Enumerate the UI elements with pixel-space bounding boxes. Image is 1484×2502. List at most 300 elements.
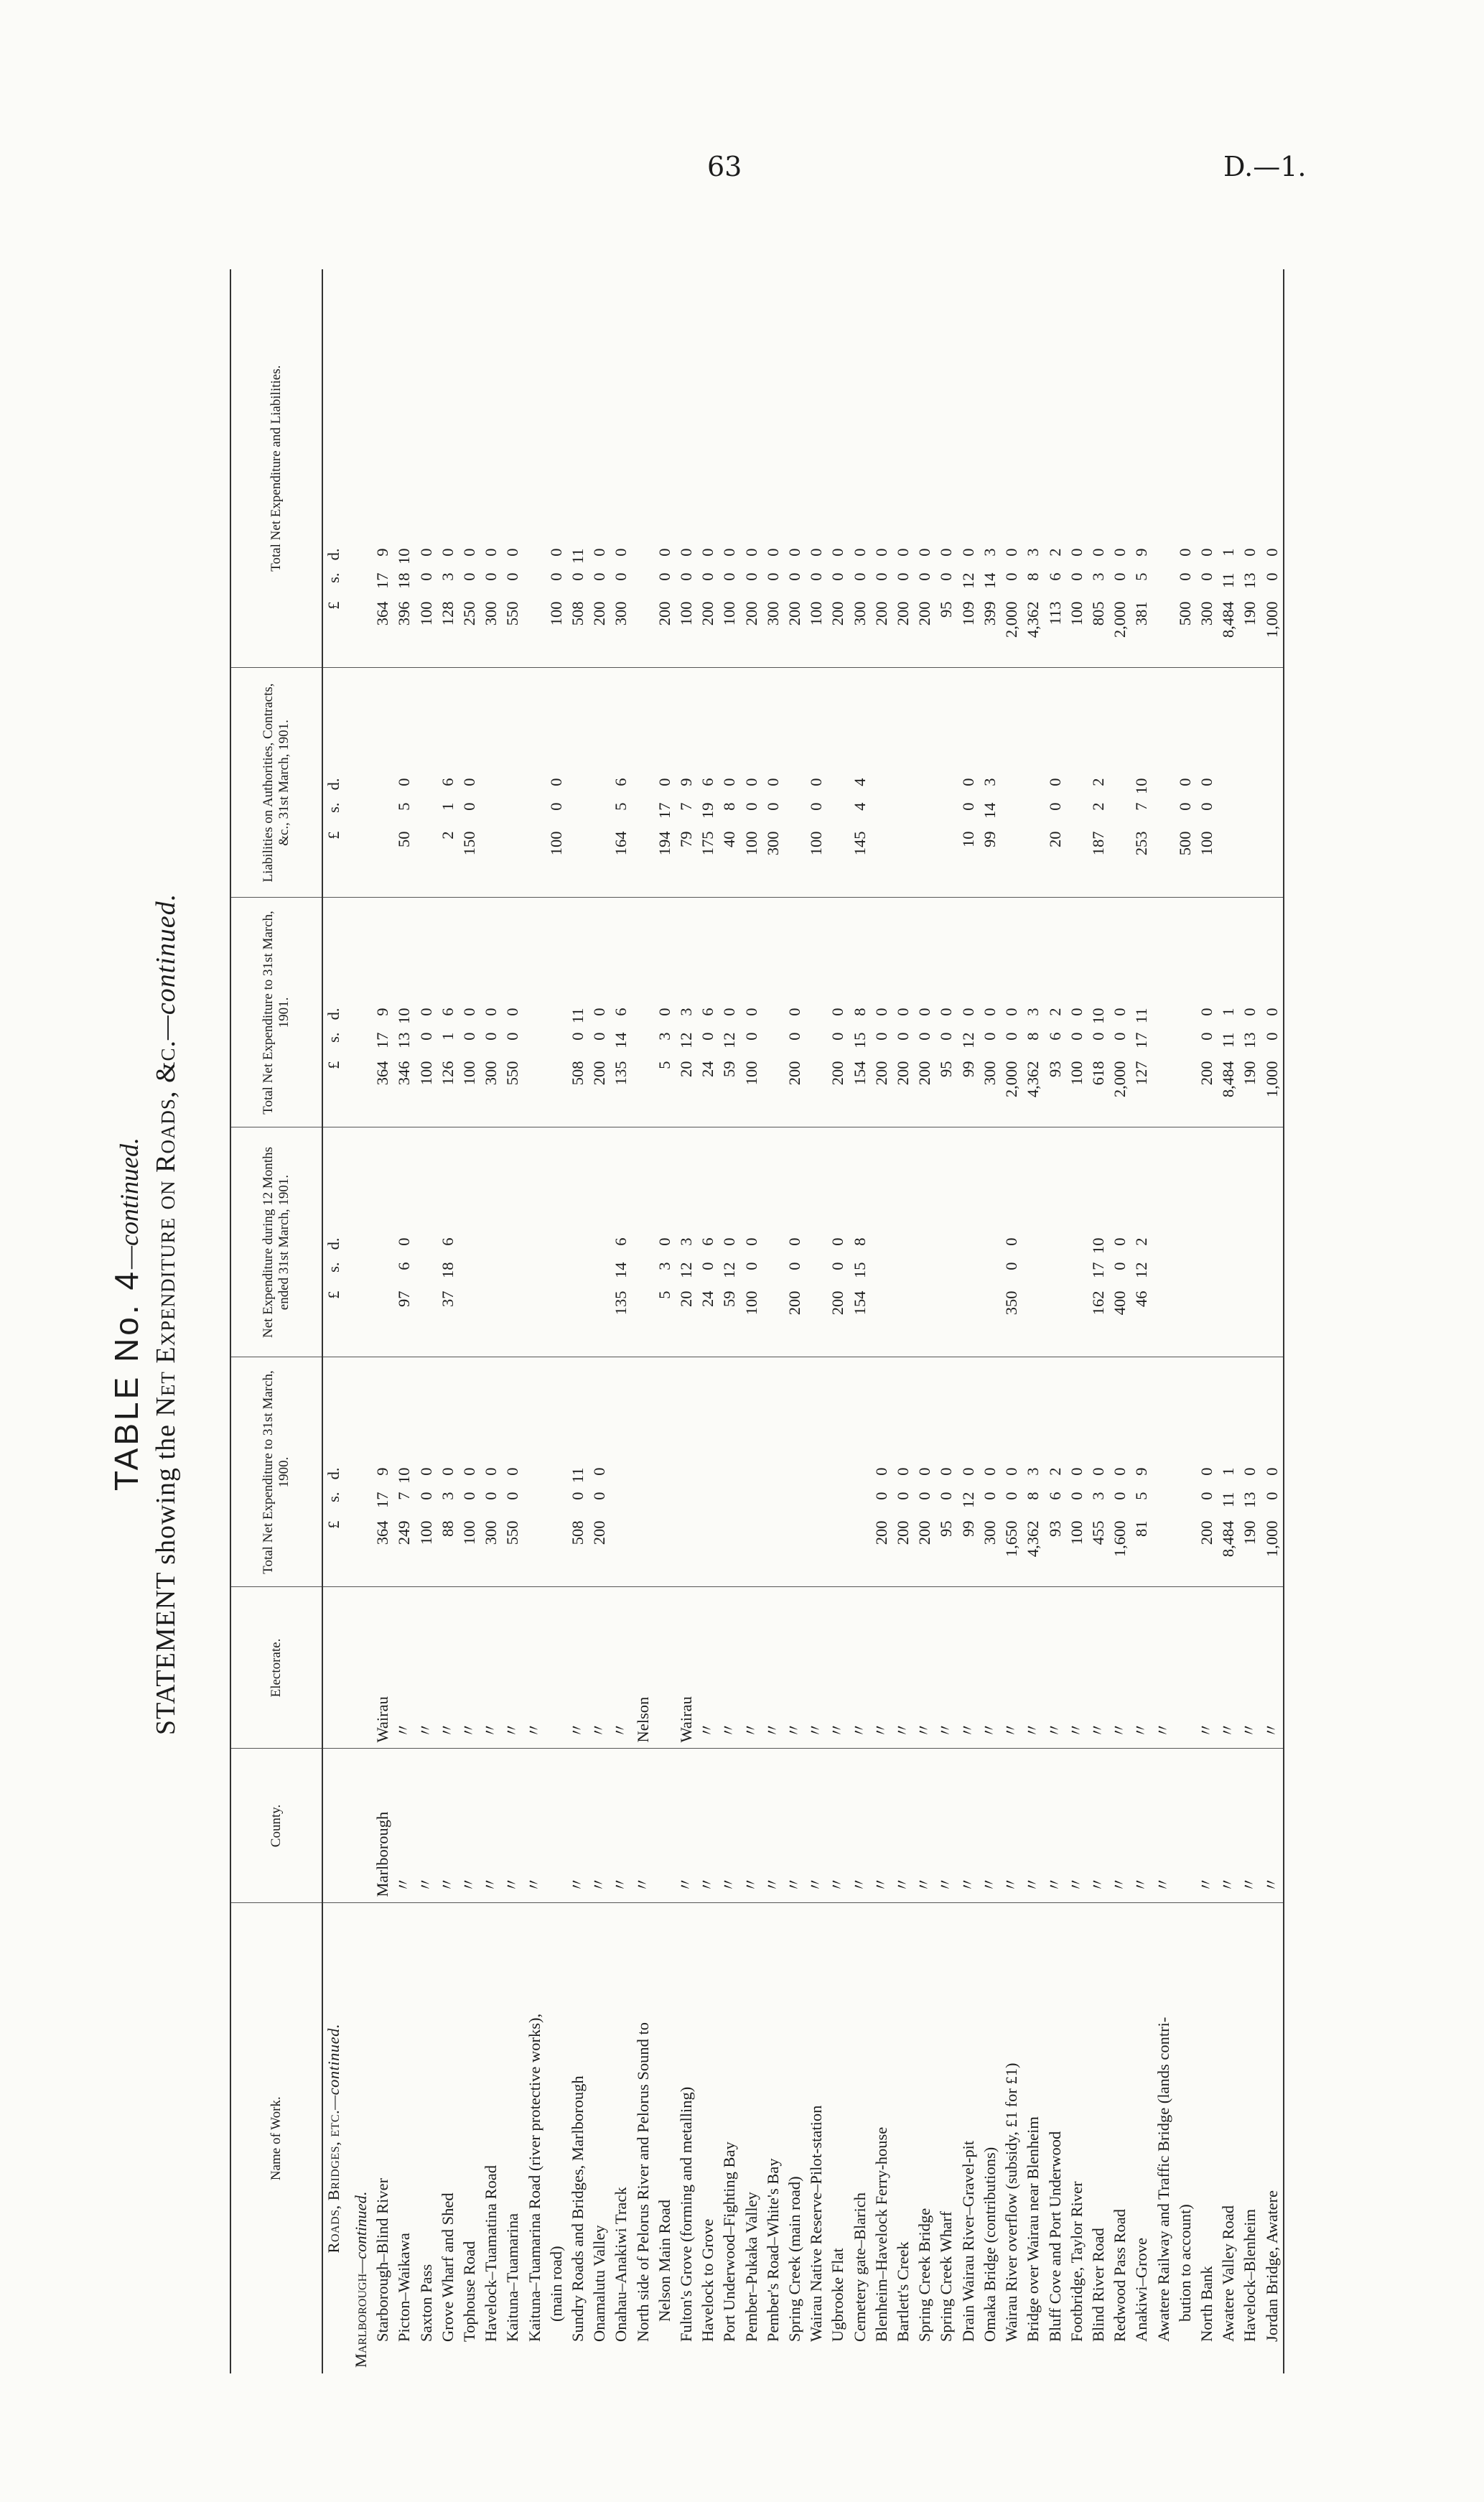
amount-pence: 3 xyxy=(980,778,999,786)
amount-pounds: 364 xyxy=(373,1520,392,1545)
amount-cell xyxy=(719,1357,740,1587)
amount-pounds: 396 xyxy=(395,601,414,626)
table-row xyxy=(1088,269,1109,2373)
amount-pence: 0 xyxy=(785,1237,804,1246)
work-name xyxy=(719,1903,740,2373)
amount-cell xyxy=(502,668,523,898)
amount-shillings: 18 xyxy=(438,1262,457,1278)
amount-shillings: 17 xyxy=(1132,1032,1151,1048)
amount-pence: 0 xyxy=(807,778,826,786)
amount-pounds: 455 xyxy=(1088,1520,1107,1545)
amount-pence: 11 xyxy=(569,1008,587,1024)
amount-cell xyxy=(1088,269,1109,668)
amount-pence: 0 xyxy=(720,1008,739,1016)
amount-cell xyxy=(892,668,914,898)
amount-pence: 0 xyxy=(1111,1467,1129,1476)
amount-pounds: 200 xyxy=(785,1290,804,1316)
amount-pence: 0 xyxy=(416,1008,435,1016)
work-name-text: Drain Wairau River–Gravel-pit xyxy=(958,2140,977,2342)
amount-cell xyxy=(1261,1127,1284,1357)
amount-cell xyxy=(437,269,459,668)
county-cell: 〃 xyxy=(1131,1749,1152,1903)
amount-pence: 0 xyxy=(937,1467,956,1476)
amount-shillings: 2 xyxy=(1088,802,1107,811)
amount-pounds: 100 xyxy=(742,1290,760,1316)
unit-s: s. xyxy=(325,1492,342,1502)
amount-pounds: 5 xyxy=(655,1061,673,1069)
unit-cell-blank xyxy=(322,1749,350,1903)
amount-pounds: 95 xyxy=(937,1061,956,1077)
amount-cell xyxy=(849,668,871,898)
amount-cell xyxy=(697,898,719,1127)
amount-pounds: 200 xyxy=(894,601,913,626)
work-name xyxy=(502,1903,523,2373)
amount-cell xyxy=(480,269,502,668)
amount-cell xyxy=(567,1357,589,1587)
table-row xyxy=(849,269,871,2373)
amount-cell xyxy=(502,269,523,668)
amount-cell xyxy=(676,269,697,668)
amount-pence: 0 xyxy=(742,778,760,786)
col-net-1901: Net Expenditure during 12 Months ended 31st March, 1901. xyxy=(230,1127,322,1357)
amount-pounds: 100 xyxy=(460,1061,479,1086)
amount-pounds: 200 xyxy=(872,1061,890,1086)
amount-pounds: 508 xyxy=(569,601,587,626)
amount-shillings: 0 xyxy=(1262,572,1281,581)
amount-shillings: 6 xyxy=(1045,572,1064,581)
amount-pounds: 145 xyxy=(850,831,869,856)
amount-shillings: 0 xyxy=(569,1032,587,1041)
amount-pounds: 190 xyxy=(1241,601,1259,626)
amount-shillings: 7 xyxy=(1132,802,1151,811)
amount-pounds: 100 xyxy=(807,831,826,856)
amount-shillings: 0 xyxy=(937,1032,956,1041)
expenditure-table xyxy=(230,269,1284,2373)
amount-pounds: 8,484 xyxy=(1219,1061,1238,1098)
table-row xyxy=(610,269,632,2373)
amount-pounds: 100 xyxy=(1067,1061,1086,1086)
work-name-text: Kaituna–Tuamarina xyxy=(503,2213,522,2342)
amount-shillings: 0 xyxy=(1111,1492,1129,1500)
electorate-cell: 〃 xyxy=(1239,1587,1261,1749)
amount-pounds: 500 xyxy=(1175,831,1194,856)
amount-shillings: 1 xyxy=(438,802,457,811)
amount-pence: 0 xyxy=(503,1467,522,1476)
unit-d: d. xyxy=(325,778,342,791)
amount-pence: 9 xyxy=(373,548,392,557)
amount-shillings: 0 xyxy=(1002,1262,1021,1270)
unit-s: s. xyxy=(325,1262,342,1273)
amount-shillings: 12 xyxy=(958,1032,977,1048)
section-heading-cont: —continued. xyxy=(325,2023,342,2110)
amount-shillings: 0 xyxy=(1175,572,1194,581)
amount-cell xyxy=(849,898,871,1127)
amount-shillings: 0 xyxy=(612,572,630,581)
amount-pence: 11 xyxy=(1132,1008,1151,1024)
amount-shillings: 0 xyxy=(677,572,696,581)
amount-pounds: 400 xyxy=(1111,1290,1129,1316)
amount-pounds: 150 xyxy=(460,831,479,856)
unit-d: d. xyxy=(325,1008,342,1020)
amount-pence: 2 xyxy=(1088,778,1107,786)
amount-cell xyxy=(784,1357,806,1587)
amount-pounds: 300 xyxy=(980,1061,999,1086)
amount-cell xyxy=(372,1127,393,1357)
amount-cell xyxy=(459,898,480,1127)
electorate-cell: 〃 xyxy=(502,1587,523,1749)
amount-pounds: 4,362 xyxy=(1024,601,1042,638)
amount-cell xyxy=(1131,668,1152,898)
amount-shillings: 0 xyxy=(829,1032,847,1041)
amount-cell xyxy=(958,668,979,898)
amount-shillings: 12 xyxy=(958,1492,977,1508)
amount-shillings: 0 xyxy=(894,1492,913,1500)
amount-cell xyxy=(697,1357,719,1587)
amount-pence: 0 xyxy=(720,778,739,786)
amount-pence: 9 xyxy=(373,1008,392,1016)
amount-shillings: 0 xyxy=(742,572,760,581)
amount-shillings: 0 xyxy=(416,1492,435,1500)
table-row xyxy=(935,269,957,2373)
amount-pence: 0 xyxy=(460,778,479,786)
amount-cell xyxy=(1153,1127,1196,1357)
amount-pounds: 100 xyxy=(1197,831,1215,856)
work-name xyxy=(437,1903,459,2373)
county-cell: 〃 xyxy=(935,1749,957,1903)
unit-l: £ xyxy=(325,1061,342,1069)
blank-cell xyxy=(350,269,372,668)
county-cell: 〃 xyxy=(784,1749,806,1903)
amount-pounds: 550 xyxy=(503,1061,522,1086)
amount-pence: 0 xyxy=(1088,548,1107,557)
county-cell: 〃 xyxy=(1261,1749,1284,1903)
amount-cell xyxy=(676,898,697,1127)
county-cell: 〃 xyxy=(633,1749,676,1903)
table-row xyxy=(676,269,697,2373)
electorate-cell: 〃 xyxy=(1196,1587,1218,1749)
unit-l: £ xyxy=(325,1520,342,1529)
amount-pence: 0 xyxy=(438,1467,457,1476)
amount-pence: 6 xyxy=(438,1008,457,1016)
work-name xyxy=(1218,1903,1239,2373)
amount-cell xyxy=(459,668,480,898)
amount-pounds: 24 xyxy=(699,1061,717,1077)
amount-pounds: 100 xyxy=(416,1520,435,1545)
work-name-text: Cemetery gate–Blarich xyxy=(850,2192,869,2342)
amount-pounds: 135 xyxy=(612,1290,630,1316)
amount-pence: 0 xyxy=(590,548,609,557)
amount-shillings: 0 xyxy=(872,1032,890,1041)
amount-shillings: 0 xyxy=(1175,802,1194,811)
amount-shillings: 17 xyxy=(373,1492,392,1508)
amount-cell xyxy=(697,1127,719,1357)
work-name-text: Blenheim–Havelock Ferry-house xyxy=(872,2126,890,2342)
amount-shillings: 0 xyxy=(829,572,847,581)
amount-pence: 0 xyxy=(503,548,522,557)
amount-pounds: 200 xyxy=(590,1520,609,1545)
amount-cell xyxy=(741,898,762,1127)
amount-cell xyxy=(697,668,719,898)
amount-shillings: 3 xyxy=(655,1262,673,1270)
county-cell: 〃 xyxy=(1109,1749,1131,1903)
county-cell: 〃 xyxy=(567,1749,589,1903)
amount-cell xyxy=(610,1127,632,1357)
work-name xyxy=(633,1903,676,2373)
table-row xyxy=(871,269,892,2373)
amount-cell xyxy=(1239,269,1261,668)
work-name xyxy=(524,1903,567,2373)
amount-cell xyxy=(1088,898,1109,1127)
amount-shillings: 0 xyxy=(503,1492,522,1500)
amount-pounds: 100 xyxy=(1067,601,1086,626)
amount-pence: 0 xyxy=(546,778,565,786)
work-name-text: Omaka Bridge (contributions) xyxy=(980,2147,999,2342)
amount-cell xyxy=(589,269,610,668)
work-name xyxy=(1022,1903,1044,2373)
electorate-cell: Wairau xyxy=(372,1587,393,1749)
work-name xyxy=(589,1903,610,2373)
table-row xyxy=(1239,269,1261,2373)
amount-cell xyxy=(806,668,827,898)
amount-pounds: 162 xyxy=(1088,1290,1107,1316)
amount-pence: 0 xyxy=(1002,548,1021,557)
amount-pence: 0 xyxy=(872,548,890,557)
electorate-cell: 〃 xyxy=(892,1587,914,1749)
amount-pence: 9 xyxy=(677,778,696,786)
electorate-cell: Wairau xyxy=(676,1587,697,1749)
amount-pence: 1 xyxy=(1219,1008,1238,1016)
amount-shillings: 0 xyxy=(980,1032,999,1041)
amount-pounds: 175 xyxy=(699,831,717,856)
amount-shillings: 0 xyxy=(699,572,717,581)
work-name-text: Ugbrooke Flat xyxy=(829,2248,847,2342)
amount-pounds: 200 xyxy=(742,601,760,626)
amount-shillings: 0 xyxy=(807,572,826,581)
work-name-text: Havelock–Blenheim xyxy=(1241,2209,1259,2342)
electorate-cell: 〃 xyxy=(719,1587,740,1749)
amount-pence: 0 xyxy=(915,1008,934,1016)
work-name xyxy=(416,1903,437,2373)
amount-pounds: 95 xyxy=(937,1520,956,1537)
work-name-text: Awatere Valley Road xyxy=(1219,2205,1238,2342)
unit-cell xyxy=(322,269,350,668)
amount-pounds: 250 xyxy=(460,601,479,626)
work-name-text: Saxton Pass xyxy=(416,2264,435,2342)
amount-cell xyxy=(914,269,935,668)
amount-pence: 0 xyxy=(894,1008,913,1016)
amount-pounds: 100 xyxy=(546,831,565,856)
amount-pence: 0 xyxy=(1002,1467,1021,1476)
amount-cell xyxy=(416,898,437,1127)
work-name-text: North side of Pelorus River and Pelorus Sound to xyxy=(633,2022,652,2342)
col-total-1901: Total Net Expenditure to 31st March, 1901. xyxy=(230,898,322,1127)
amount-cell xyxy=(676,1357,697,1587)
amount-cell xyxy=(1153,269,1196,668)
amount-cell xyxy=(827,1357,849,1587)
amount-shillings: 8 xyxy=(1024,1032,1042,1041)
amount-pence: 0 xyxy=(958,1467,977,1476)
amount-cell xyxy=(762,1357,784,1587)
amount-pounds: 1,650 xyxy=(1002,1520,1021,1558)
amount-pence: 0 xyxy=(655,778,673,786)
amount-shillings: 11 xyxy=(1219,1032,1238,1048)
amount-pounds: 1,000 xyxy=(1262,1520,1281,1558)
amount-cell xyxy=(935,1127,957,1357)
amount-pence: 0 xyxy=(655,1237,673,1246)
work-name xyxy=(393,1903,415,2373)
amount-pounds: 100 xyxy=(546,601,565,626)
amount-pounds: 300 xyxy=(850,601,869,626)
amount-cell xyxy=(589,668,610,898)
amount-cell xyxy=(892,1357,914,1587)
amount-shillings: 0 xyxy=(460,1032,479,1041)
amount-cell xyxy=(762,1127,784,1357)
electorate-cell: 〃 xyxy=(459,1587,480,1749)
amount-cell xyxy=(524,1357,567,1587)
county-cell: 〃 xyxy=(437,1749,459,1903)
amount-shillings: 3 xyxy=(1088,572,1107,581)
amount-shillings: 12 xyxy=(1132,1262,1151,1278)
amount-cell xyxy=(393,898,415,1127)
amount-shillings: 8 xyxy=(1024,1492,1042,1500)
amount-pence: 0 xyxy=(1197,548,1215,557)
amount-cell xyxy=(1066,668,1088,898)
amount-cell xyxy=(372,898,393,1127)
amount-pounds: 2,000 xyxy=(1002,601,1021,638)
amount-shillings: 0 xyxy=(1111,1262,1129,1270)
amount-cell xyxy=(762,269,784,668)
electorate-cell: 〃 xyxy=(914,1587,935,1749)
amount-pounds: 200 xyxy=(915,601,934,626)
amount-pounds: 37 xyxy=(438,1290,457,1307)
amount-cell xyxy=(1045,269,1066,668)
work-name-text: Onahau–Anakiwi Track xyxy=(612,2187,630,2342)
amount-pence: 0 xyxy=(720,548,739,557)
amount-cell xyxy=(393,1357,415,1587)
amount-pounds: 100 xyxy=(807,601,826,626)
electorate-cell: 〃 xyxy=(935,1587,957,1749)
amount-pence: 0 xyxy=(1045,778,1064,786)
amount-cell xyxy=(784,898,806,1127)
table-row xyxy=(1045,269,1066,2373)
amount-shillings: 0 xyxy=(590,1492,609,1500)
amount-shillings: 0 xyxy=(1197,572,1215,581)
amount-shillings: 18 xyxy=(395,572,414,589)
table-row xyxy=(416,269,437,2373)
rotated-table-page xyxy=(0,233,1281,2395)
amount-cell xyxy=(1088,1357,1109,1587)
county-cell: 〃 xyxy=(1088,1749,1109,1903)
table-row xyxy=(589,269,610,2373)
amount-pounds: 1,000 xyxy=(1262,601,1281,638)
table-row xyxy=(719,269,740,2373)
amount-shillings: 1 xyxy=(438,1032,457,1041)
unit-s: s. xyxy=(325,572,342,583)
amount-shillings: 14 xyxy=(980,572,999,589)
amount-cell xyxy=(958,1127,979,1357)
amount-pounds: 93 xyxy=(1045,1520,1064,1537)
table-row xyxy=(1196,269,1218,2373)
amount-cell xyxy=(1088,1127,1109,1357)
work-name-text: Starborough–Blind River xyxy=(373,2177,392,2342)
amount-cell xyxy=(610,269,632,668)
amount-shillings: 0 xyxy=(872,1492,890,1500)
amount-cell xyxy=(1022,1357,1044,1587)
table-number-title xyxy=(106,233,149,2395)
amount-cell xyxy=(979,668,1001,898)
amount-shillings: 0 xyxy=(460,572,479,581)
work-name-text: North Bank xyxy=(1197,2266,1215,2342)
header-row xyxy=(230,269,322,2373)
amount-pence: 6 xyxy=(612,778,630,786)
work-name-text: Wairau Native Reserve–Pilot-station xyxy=(807,2105,826,2342)
amount-cell xyxy=(676,1127,697,1357)
work-name xyxy=(1261,1903,1284,2373)
table-row xyxy=(567,269,589,2373)
amount-pounds: 399 xyxy=(980,601,999,626)
work-name-continuation: Nelson Main Road xyxy=(655,2200,673,2322)
amount-pence: 8 xyxy=(850,1237,869,1246)
amount-pounds: 99 xyxy=(958,1061,977,1077)
amount-pence: 0 xyxy=(395,778,414,786)
work-name xyxy=(459,1903,480,2373)
amount-shillings: 0 xyxy=(503,572,522,581)
county-cell: 〃 xyxy=(1218,1749,1239,1903)
amount-cell xyxy=(1109,1357,1131,1587)
electorate-cell: 〃 xyxy=(1022,1587,1044,1749)
amount-pounds: 2 xyxy=(438,831,457,840)
work-name-text: Bartlett's Creek xyxy=(894,2241,913,2342)
county-cell: 〃 xyxy=(1196,1749,1218,1903)
amount-pounds: 2,000 xyxy=(1111,1061,1129,1098)
amount-pence: 2 xyxy=(1045,548,1064,557)
amount-pounds: 200 xyxy=(590,601,609,626)
amount-shillings: 0 xyxy=(699,1032,717,1041)
unit-s: s. xyxy=(325,1032,342,1043)
amount-cell xyxy=(416,1357,437,1587)
amount-cell xyxy=(1066,1127,1088,1357)
amount-cell xyxy=(1218,1127,1239,1357)
table-row xyxy=(480,269,502,2373)
amount-shillings: 8 xyxy=(1024,572,1042,581)
amount-cell xyxy=(1131,898,1152,1127)
amount-cell xyxy=(1131,269,1152,668)
amount-pence: 0 xyxy=(958,1008,977,1016)
amount-pounds: 190 xyxy=(1241,1061,1259,1086)
amount-cell xyxy=(871,668,892,898)
work-name-text: Spring Creek Bridge xyxy=(915,2208,934,2342)
amount-cell xyxy=(871,269,892,668)
electorate-cell: 〃 xyxy=(1153,1587,1196,1749)
amount-shillings: 6 xyxy=(1045,1492,1064,1500)
amount-cell xyxy=(502,1127,523,1357)
amount-shillings: 12 xyxy=(677,1032,696,1048)
amount-cell xyxy=(610,1357,632,1587)
document-reference: D.—1. xyxy=(1223,151,1307,182)
amount-shillings: 0 xyxy=(742,1262,760,1270)
amount-cell xyxy=(1218,269,1239,668)
subsection-cont: —continued. xyxy=(352,2191,370,2274)
table-row xyxy=(437,269,459,2373)
table-row xyxy=(1001,269,1022,2373)
amount-cell xyxy=(633,668,676,898)
table-row xyxy=(914,269,935,2373)
work-name xyxy=(827,1903,849,2373)
amount-cell xyxy=(719,898,740,1127)
amount-pounds: 135 xyxy=(612,1061,630,1086)
amount-pounds: 364 xyxy=(373,1061,392,1086)
amount-cell xyxy=(914,1127,935,1357)
